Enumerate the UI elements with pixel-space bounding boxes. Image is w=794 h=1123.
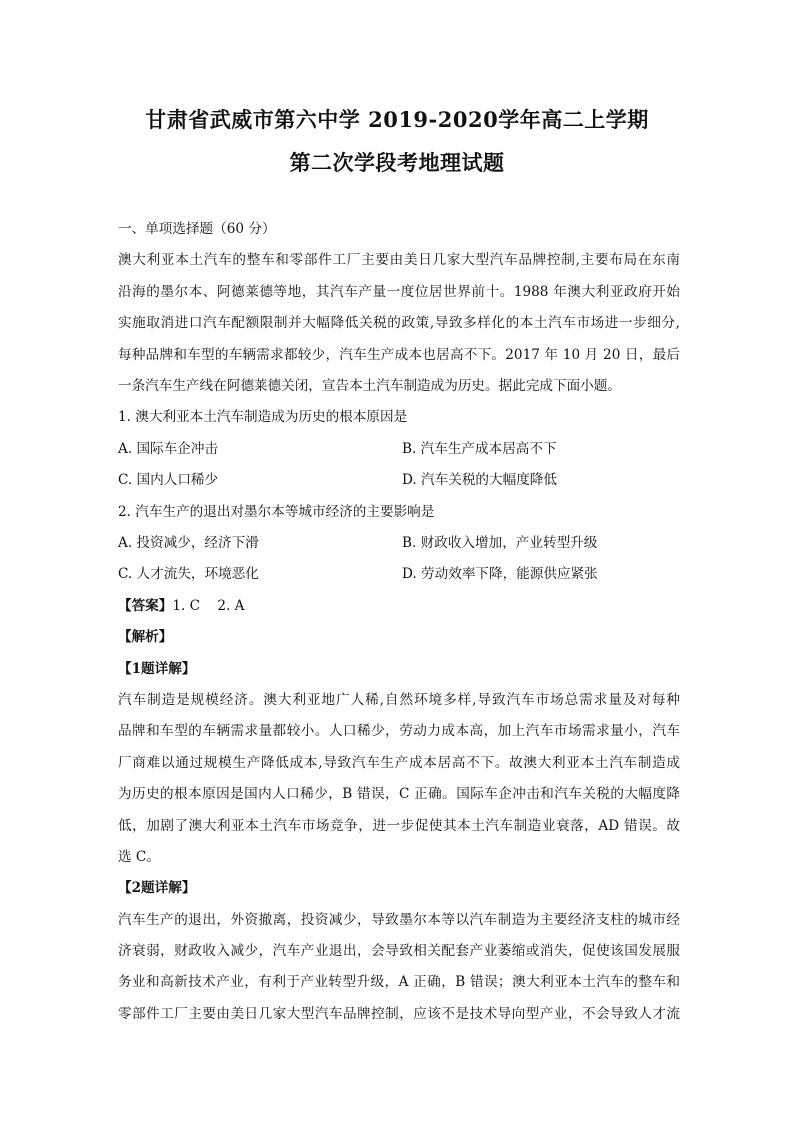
detail-1-line: 为历史的根本原因是国内人口稀少，B 错误，C 正确。国际车企冲击和汽车关税的大幅度降 (118, 786, 680, 803)
section-heading: 一、单项选择题（60 分） (118, 221, 276, 237)
passage-line: 沿海的墨尔本、阿德莱德等地，其汽车产量一度位居世界前十。1988 年澳大利亚政府开始 (118, 283, 680, 300)
question-1-option-b: B. 汽车生产成本居高不下 (402, 440, 557, 457)
detail-1-line: 汽车制造是规模经济。澳大利亚地广人稀,自然环境多样,导致汽车市场总需求量及对每种 (118, 691, 680, 708)
question-1-options-row (118, 465, 680, 496)
question-2-options-row (118, 559, 680, 590)
detail-1-line: 品牌和车型的车辆需求量都较小。人口稀少，劳动力成本高，加上汽车市场需求量小，汽车 (118, 723, 680, 740)
question-1-option-a: A. 国际车企冲击 (118, 440, 219, 457)
detail-1-line: 厂商难以通过规模生产降低成本,导致汽车生产成本居高不下。故澳大利亚本土汽车制造成 (118, 754, 680, 771)
passage-line: 澳大利亚本土汽车的整车和零部件工厂主要由美日几家大型汽车品牌控制,主要布局在东南 (118, 252, 680, 269)
detail-1-line: 低，加剧了澳大利亚本土汽车市场竞争，进一步促使其本土汽车制造业衰落，AD 错误。故 (118, 817, 680, 834)
detail-2-line: 务业和高新技术产业，有利于产业转型升级，A 正确，B 错误；澳大利亚本土汽车的整车和 (118, 974, 680, 991)
passage-line: 实施取消进口汽车配额限制并大幅降低关税的政策,导致多样化的本土汽车市场进一步细分, (118, 315, 680, 332)
answer-text: 1. C 2. A (172, 597, 245, 614)
question-2-option-b: B. 财政收入增加，产业转型升级 (402, 534, 598, 551)
question-1-option-d: D. 汽车关税的大幅度降低 (402, 472, 557, 489)
detail-1-label: 【1题详解】 (118, 660, 196, 677)
document-body (118, 214, 680, 1030)
question-1-options-row (118, 434, 680, 465)
document-title-line1: 甘肃省武威市第六中学 2019-2020学年高二上学期 (145, 107, 649, 132)
detail-2-line: 零部件工厂主要由美日几家大型汽车品牌控制，应该不是技术导向型产业，不会导致人才流 (118, 1005, 680, 1022)
answer-label: 【答案】 (118, 597, 173, 614)
detail-1-line: 选 C。 (118, 848, 160, 865)
passage (118, 245, 680, 402)
passage-line: 一条汽车生产线在阿德莱德关闭，宣告本土汽车制造成为历史。据此完成下面小题。 (118, 377, 621, 394)
question-1-stem: 1. 澳大利亚本土汽车制造成为历史的根本原因是 (118, 409, 408, 426)
question-2-option-d: D. 劳动效率下降，能源供应紧张 (402, 566, 598, 583)
question-2-option-c: C. 人才流失，环境恶化 (118, 566, 259, 583)
question-2-options-row (118, 528, 680, 559)
document-title-line2: 第二次学段考地理试题 (289, 150, 505, 175)
passage-line: 每种品牌和车型的车辆需求都较少，汽车生产成本也居高不下。2017 年 10 月 20 日，最后 (118, 346, 680, 363)
question-2-option-a: A. 投资减少，经济下滑 (118, 534, 259, 551)
detail-2-line: 汽车生产的退出，外资撤离，投资减少，导致墨尔本等以汽车制造为主要经济支柱的城市经 (118, 911, 680, 928)
question-2-stem: 2. 汽车生产的退出对墨尔本等城市经济的主要影响是 (118, 503, 435, 520)
analysis-label: 【解析】 (118, 629, 173, 646)
detail-1-text (118, 685, 680, 873)
answer-line (118, 591, 680, 622)
detail-2-line: 济衰弱，财政收入减少，汽车产业退出，会导致相关配套产业萎缩或消失，促使该国发展服 (118, 943, 680, 960)
detail-2-text (118, 905, 680, 1031)
detail-2-label: 【2题详解】 (118, 880, 196, 897)
question-1-option-c: C. 国内人口稀少 (118, 472, 219, 489)
